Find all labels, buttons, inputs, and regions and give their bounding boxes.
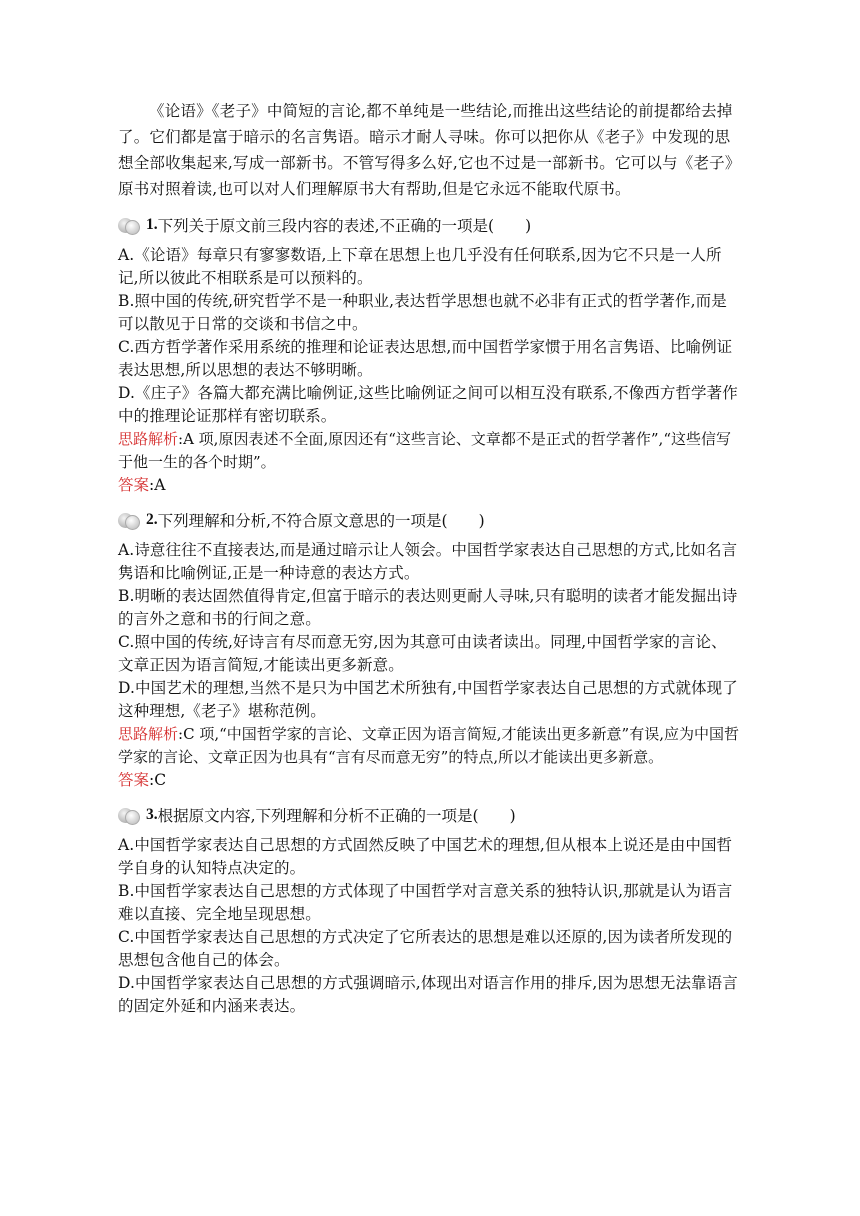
question-number: 3. <box>146 806 158 823</box>
bullet-circle-icon <box>118 805 144 825</box>
bullet-circle-icon <box>118 215 144 235</box>
question-3-options <box>118 834 742 1018</box>
question-stem: 根据原文内容,下列理解和分析不正确的一项是( ) <box>157 807 516 825</box>
option-b: B.中国哲学家表达自己思想的方式体现了中国哲学对言意关系的独特认识,那就是认为语言难以直接、完全地呈现思想。 <box>118 882 733 923</box>
option-c: C.中国哲学家表达自己思想的方式决定了它所表达的思想是难以还原的,因为读者所发现的思想包含他自己的体会。 <box>118 928 733 969</box>
analysis-text: :C 项,“中国哲学家的言论、文章正因为语言简短,才能读出更多新意”有误,应为中国哲学家的言论、文章正因为也具有“言有尽而意无穷”的特点,所以才能读出更多新意。 <box>118 725 739 766</box>
intro-paragraph: 《论语》《老子》中简短的言论,都不单纯是一些结论,而推出这些结论的前提都给去掉了。它们都是富于暗示的名言隽语。暗示才耐人寻味。你可以把你从《老子》中发现的思想全部收集起来,写成一部新书。不管写得多么好,它也不过是一部新书。它可以与《老子》原书对照着读,也可以对人们理解原书大有帮助,但是它永远不能取代原书。 <box>118 102 741 198</box>
answer-label: 答案 <box>118 476 150 494</box>
option-a: A.中国哲学家表达自己思想的方式固然反映了中国艺术的理想,但从根本上说还是由中国哲学自身的认知特点决定的。 <box>118 836 733 877</box>
option-a: A.诗意往往不直接表达,而是通过暗示让人领会。中国哲学家表达自己思想的方式,比如名言隽语和比喻例证,正是一种诗意的表达方式。 <box>118 541 738 582</box>
option-d: D.中国哲学家表达自己思想的方式强调暗示,体现出对语言作用的排斥,因为思想无法靠语言的固定外延和内涵来表达。 <box>118 974 738 1015</box>
analysis-label: 思路解析 <box>118 430 179 448</box>
question-number: 2. <box>146 511 158 528</box>
option-d: D.中国艺术的理想,当然不是只为中国艺术所独有,中国哲学家表达自己思想的方式就体现了这种理想,《老子》堪称范例。 <box>118 679 738 720</box>
analysis-text: :A 项,原因表述不全面,原因还有“这些言论、文章都不是正式的哲学著作”,“这些信写于他一生的各个时期”。 <box>118 430 731 471</box>
analysis-label: 思路解析 <box>118 725 179 743</box>
question-1-options <box>118 244 742 428</box>
question-1-analysis <box>118 428 742 474</box>
option-b: B.照中国的传统,研究哲学不是一种职业,表达哲学思想也就不必非有正式的哲学著作,而是可以散见于日常的交谈和书信之中。 <box>118 292 727 333</box>
question-2-header <box>118 507 742 533</box>
bullet-circle-icon <box>118 510 144 530</box>
option-a: A.《论语》每章只有寥寥数语,上下章在思想上也几乎没有任何联系,因为它不只是一人所记,所以彼此不相联系是可以预料的。 <box>118 246 722 287</box>
question-2-analysis <box>118 723 742 769</box>
question-3-header <box>118 802 742 828</box>
answer-text: :A <box>149 476 166 494</box>
question-number: 1. <box>146 216 158 233</box>
answer-text: :C <box>149 771 167 789</box>
option-c: C.西方哲学著作采用系统的推理和论证表达思想,而中国哲学家惯于用名言隽语、比喻例证表达思想,所以思想的表达不够明晰。 <box>118 338 733 379</box>
question-2-options <box>118 539 742 723</box>
answer-label: 答案 <box>118 771 150 789</box>
document-content <box>118 98 742 1018</box>
question-1-answer <box>118 474 742 497</box>
question-stem: 下列理解和分析,不符合原文意思的一项是( ) <box>157 512 485 530</box>
question-2-answer <box>118 769 742 792</box>
question-stem: 下列关于原文前三段内容的表述,不正确的一项是( ) <box>157 217 532 235</box>
option-c: C.照中国的传统,好诗言有尽而意无穷,因为其意可由读者读出。同理,中国哲学家的言论、文章正因为语言简短,才能读出更多新意。 <box>118 633 727 674</box>
question-1-header <box>118 212 742 238</box>
option-d: D.《庄子》各篇大都充满比喻例证,这些比喻例证之间可以相互没有联系,不像西方哲学著作中的推理论证那样有密切联系。 <box>118 384 738 425</box>
option-b: B.明晰的表达固然值得肯定,但富于暗示的表达则更耐人寻味,只有聪明的读者才能发掘出诗的言外之意和书的行间之意。 <box>118 587 738 628</box>
